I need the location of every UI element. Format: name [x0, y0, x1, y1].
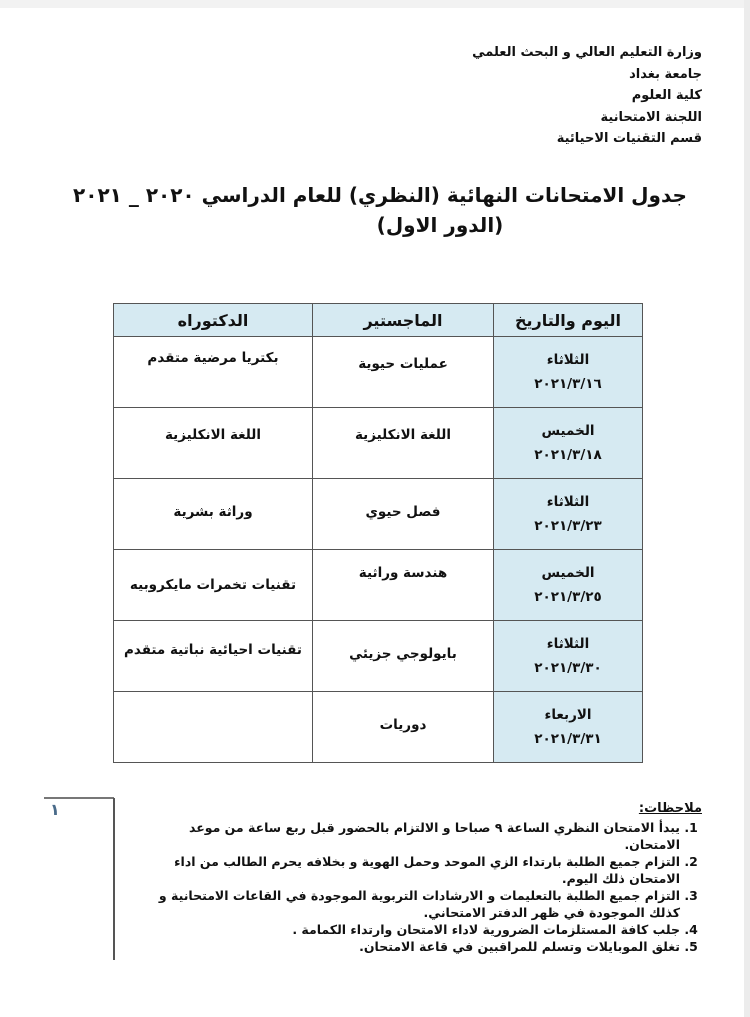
date-label: ٢٠٢١/٣/١٨ [534, 447, 602, 463]
masters-cell [313, 479, 494, 550]
table-header-row [114, 304, 643, 337]
footer-divider [44, 797, 114, 799]
day-date-cell [494, 479, 643, 550]
college-line: كلية العلوم [631, 88, 702, 103]
date-label: ٢٠٢١/٣/١٦ [534, 376, 602, 392]
masters-cell [313, 337, 494, 408]
notes-title: ملاحظات: [638, 801, 702, 816]
title-line-2: (الدور الاول) [376, 213, 504, 237]
masters-subject: اللغة الانكليزية [355, 427, 451, 443]
phd-cell [114, 621, 313, 692]
notes-section [132, 800, 702, 955]
masters-subject: هندسة وراثية [358, 565, 448, 581]
phd-subject: اللغة الانكليزية [165, 427, 261, 443]
masters-subject: فصل حيوي [365, 504, 441, 520]
date-label: ٢٠٢١/٣/٢٣ [534, 518, 602, 534]
page-top-border [0, 0, 750, 8]
day-date-cell [494, 337, 643, 408]
table-row [114, 408, 643, 479]
masters-cell [313, 692, 494, 763]
masters-subject: بايولوجي جزيئي [349, 646, 457, 662]
masters-subject: عمليات حيوية [358, 356, 448, 372]
ministry-line: وزارة التعليم العالي و البحث العلمي [472, 45, 702, 60]
page-right-border [744, 0, 750, 1017]
day-date-cell [494, 621, 643, 692]
document-title [60, 180, 700, 240]
table-row [114, 550, 643, 621]
phd-subject: وراثة بشرية [173, 504, 253, 520]
header-day-date: اليوم والتاريخ [494, 304, 643, 337]
day-date-cell [494, 550, 643, 621]
day-label: الخميس [541, 565, 595, 581]
header-phd: الدكتوراه [114, 304, 313, 337]
day-label: الاربعاء [544, 707, 592, 723]
day-label: الثلاثاء [546, 352, 590, 368]
day-date-cell [494, 408, 643, 479]
note-item: 2. التزام جميع الطلبة بارتداء الزي الموحد وحمل الهوية و بخلافه يحرم الطالب من اداء الامتحان ذلك اليوم. [132, 853, 680, 887]
note-item: 5. تغلق الموبايلات وتسلم للمراقبين في قاعة الامتحان. [132, 938, 680, 955]
page-number: ١ [50, 800, 60, 819]
phd-cell [114, 337, 313, 408]
masters-cell [313, 408, 494, 479]
phd-cell [114, 479, 313, 550]
department-line: قسم التقنيات الاحيائية [556, 131, 702, 146]
table-row [114, 337, 643, 408]
header-masters: الماجستير [313, 304, 494, 337]
committee-line: اللجنة الامتحانية [600, 109, 702, 125]
day-label: الخميس [541, 423, 595, 439]
masters-subject: دوريات [379, 717, 427, 733]
exam-schedule-table [113, 303, 643, 763]
date-label: ٢٠٢١/٣/٣٠ [534, 660, 602, 676]
phd-subject [115, 693, 311, 705]
phd-cell [114, 550, 313, 621]
title-line-1: جدول الامتحانات النهائية (النظري) للعام الدراسي ٢٠٢٠ _ ٢٠٢١ [73, 183, 687, 207]
table-row [114, 692, 643, 763]
date-label: ٢٠٢١/٣/٢٥ [534, 589, 602, 605]
day-label: الثلاثاء [546, 494, 590, 510]
masters-cell [313, 550, 494, 621]
notes-list [132, 819, 702, 955]
table-row [114, 479, 643, 550]
phd-subject: تقنيات تخمرات مايكروبيه [129, 577, 297, 593]
note-item: 3. التزام جميع الطلبة بالتعليمات و الارشادات التربوية الموجودة في القاعات الامتحانية و كذلك الموجودة في ظهر الدفتر الامتحاني. [132, 887, 680, 921]
note-item: 4. جلب كافة المستلزمات الضرورية لاداء الامتحان وارتداء الكمامة . [132, 921, 680, 938]
phd-cell [114, 692, 313, 763]
date-label: ٢٠٢١/٣/٣١ [534, 731, 602, 747]
phd-subject: بكتريا مرضية متقدم [147, 350, 279, 366]
document-header [472, 42, 702, 150]
day-date-cell [494, 692, 643, 763]
phd-subject: تقنيات احيائية نباتية متقدم [124, 642, 302, 658]
phd-cell [114, 408, 313, 479]
masters-cell [313, 621, 494, 692]
university-line: جامعة بغداد [629, 66, 702, 82]
note-item: 1. يبدأ الامتحان النظري الساعة ٩ صباحا و الالتزام بالحضور قبل ربع ساعة من موعد الامتحان. [132, 819, 680, 853]
day-label: الثلاثاء [546, 636, 590, 652]
table-row [114, 621, 643, 692]
